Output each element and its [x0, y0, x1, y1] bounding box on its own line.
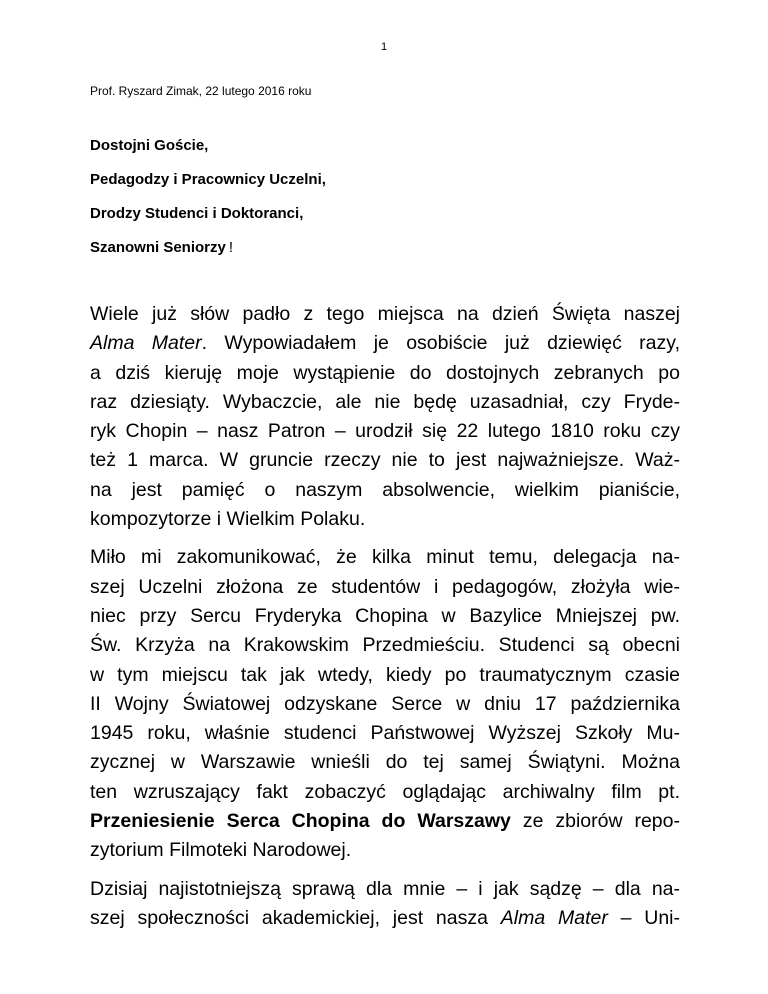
text-line [90, 836, 680, 865]
italic-phrase: Alma Mater [90, 332, 202, 355]
text-line [90, 661, 680, 690]
text-line [90, 807, 680, 836]
salutation-line [90, 205, 690, 239]
text-line [90, 329, 680, 358]
speech-paragraph [90, 300, 680, 534]
text-line [90, 543, 680, 572]
text-run: . Wypowiadałem je osobiście już dziewięć razy, [201, 332, 680, 355]
text-line [90, 446, 680, 475]
text-line [90, 359, 680, 388]
text-line [90, 748, 680, 777]
text-run: a dziś kieruję moje wystąpienie do dostojnych zebranych po [90, 361, 680, 384]
salutation-line [90, 171, 690, 205]
text-line [90, 300, 680, 329]
text-line [90, 778, 680, 807]
italic-phrase: Alma Mater [500, 906, 608, 929]
salutation-line [90, 239, 690, 273]
text-run: zytorium Filmoteki Narodowej. [90, 839, 352, 862]
text-run: ze zbiorów repo- [510, 810, 680, 833]
bold-title: Przeniesienie Serca Chopina do Warszawy [90, 810, 511, 833]
text-run: – Uni- [607, 906, 680, 929]
page-number: 1 [380, 41, 388, 53]
text-run: ten wzruszający fakt zobaczyć oglądając archiwalny film pt. [90, 780, 680, 803]
author-date-line: Prof. Ryszard Zimak, 22 lutego 2016 roku [90, 84, 312, 98]
text-line [90, 505, 680, 534]
salutation-exclamation: ! [228, 239, 234, 256]
text-run: Miło mi zakomunikować, że kilka minut temu, delegacja na- [90, 546, 680, 569]
text-run: w tym miejscu tak jak wtedy, kiedy po traumatycznym czasie [90, 663, 680, 686]
text-line [90, 875, 680, 904]
salutation-text: Drodzy Studenci i Doktoranci, [90, 205, 304, 222]
text-line [90, 417, 680, 446]
text-run: Dzisiaj najistotniejszą sprawą dla mnie – i jak sądzę – dla na- [90, 877, 680, 900]
speech-paragraph [90, 875, 680, 934]
text-run: na jest pamięć o naszym absolwencie, wielkim pianiście, [90, 478, 680, 501]
text-run: raz dziesiąty. Wybaczcie, ale nie będę uzasadniał, czy Fryde- [90, 390, 680, 413]
speech-body [90, 300, 680, 942]
text-line [90, 719, 680, 748]
speech-paragraph [90, 543, 680, 865]
text-run: zycznej w Warszawie wnieśli do tej samej Świątyni. Można [90, 751, 680, 774]
salutation-text: Szanowni Seniorzy [90, 239, 226, 256]
text-run: szej społeczności akademickiej, jest nasza [90, 906, 501, 929]
text-line [90, 388, 680, 417]
text-line [90, 602, 680, 631]
text-run: 1945 roku, właśnie studenci Państwowej Wyższej Szkoły Mu- [90, 722, 680, 745]
text-line [90, 631, 680, 660]
text-line [90, 690, 680, 719]
salutation-list [90, 137, 690, 273]
text-run: kompozytorze i Wielkim Polaku. [90, 508, 366, 531]
text-run: II Wojny Światowej odzyskane Serce w dniu 17 października [90, 692, 680, 715]
salutation-text: Dostojni Goście, [90, 137, 209, 154]
text-run: niec przy Sercu Fryderyka Chopina w Bazylice Mniejszej pw. [90, 604, 680, 627]
salutation-line [90, 137, 690, 171]
text-run: Wiele już słów padło z tego miejsca na dzień Święta naszej [90, 303, 680, 325]
salutation-text: Pedagodzy i Pracownicy Uczelni, [90, 171, 326, 188]
text-line [90, 573, 680, 602]
text-run: też 1 marca. W gruncie rzeczy nie to jest najważniejsze. Waż- [90, 449, 680, 472]
text-line [90, 476, 680, 505]
text-run: Św. Krzyża na Krakowskim Przedmieściu. Studenci są obecni [90, 634, 680, 657]
text-line [90, 904, 680, 933]
text-run: ryk Chopin – nasz Patron – urodził się 22 lutego 1810 roku czy [90, 420, 680, 443]
text-run: szej Uczelni złożona ze studentów i pedagogów, złożyła wie- [90, 575, 680, 598]
